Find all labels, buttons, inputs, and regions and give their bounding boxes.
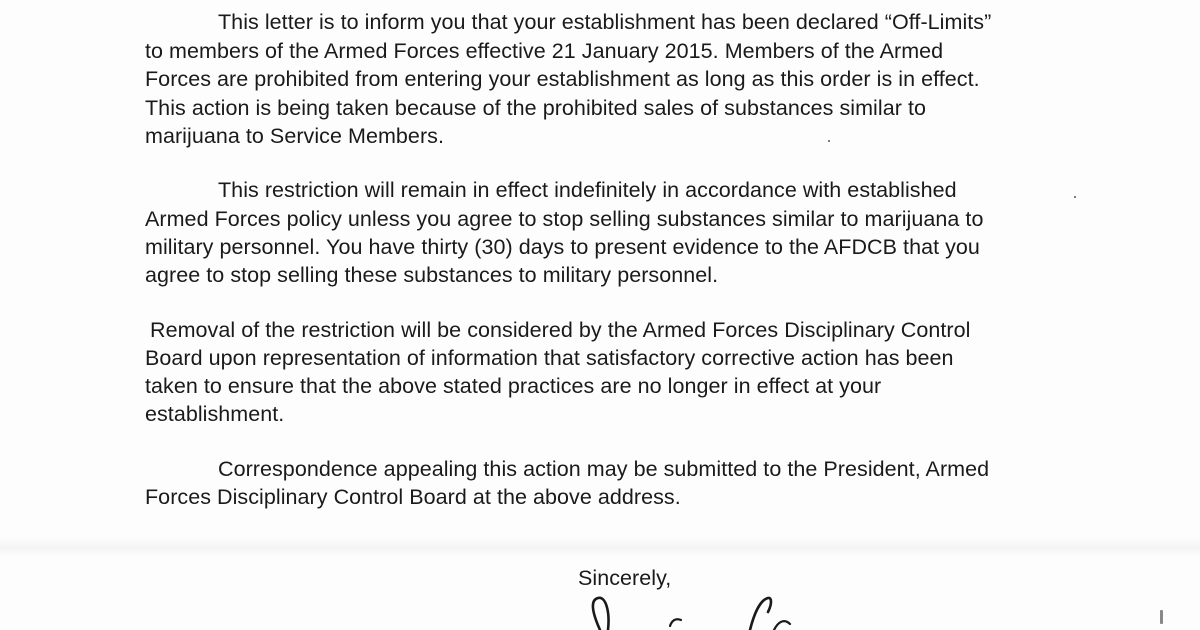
paragraph-line: Armed Forces policy unless you agree to stop selling substances similar to marijuana to: [145, 207, 984, 231]
scan-speck: [1160, 610, 1163, 624]
paragraph-line: establishment.: [145, 402, 285, 426]
paragraph-line: taken to ensure that the above stated practices are no longer in effect at your: [145, 374, 882, 398]
paragraph-line: This letter is to inform you that your establishment has been declared “Off-Limits”: [218, 10, 992, 34]
paragraph-line: marijuana to Service Members.: [145, 124, 444, 148]
scan-speck: [1074, 196, 1076, 198]
paragraph-line: Correspondence appealing this action may be submitted to the President, Armed: [218, 457, 990, 481]
closing-salutation: Sincerely,: [578, 566, 672, 590]
paragraph-line: Forces are prohibited from entering your establishment as long as this order is in effect.: [145, 67, 980, 91]
paragraph-line: military personnel. You have thirty (30) days to present evidence to the AFDCB that you: [145, 235, 980, 259]
handwritten-signature: [578, 590, 808, 630]
paragraph-line: agree to stop selling these substances to military personnel.: [145, 263, 719, 287]
scan-fold-shadow: [0, 538, 1200, 556]
paragraph-line: This action is being taken because of the prohibited sales of substances similar to: [145, 96, 926, 120]
paragraph-line: This restriction will remain in effect indefinitely in accordance with established: [218, 178, 957, 202]
paragraph-line: Removal of the restriction will be considered by the Armed Forces Disciplinary Control: [150, 318, 971, 342]
paragraph-line: Board upon representation of information that satisfactory corrective action has been: [145, 346, 954, 370]
paragraph-line: to members of the Armed Forces effective 21 January 2015. Members of the Armed: [145, 39, 944, 63]
paragraph-line: Forces Disciplinary Control Board at the above address.: [145, 485, 681, 509]
scan-speck: [828, 140, 830, 142]
